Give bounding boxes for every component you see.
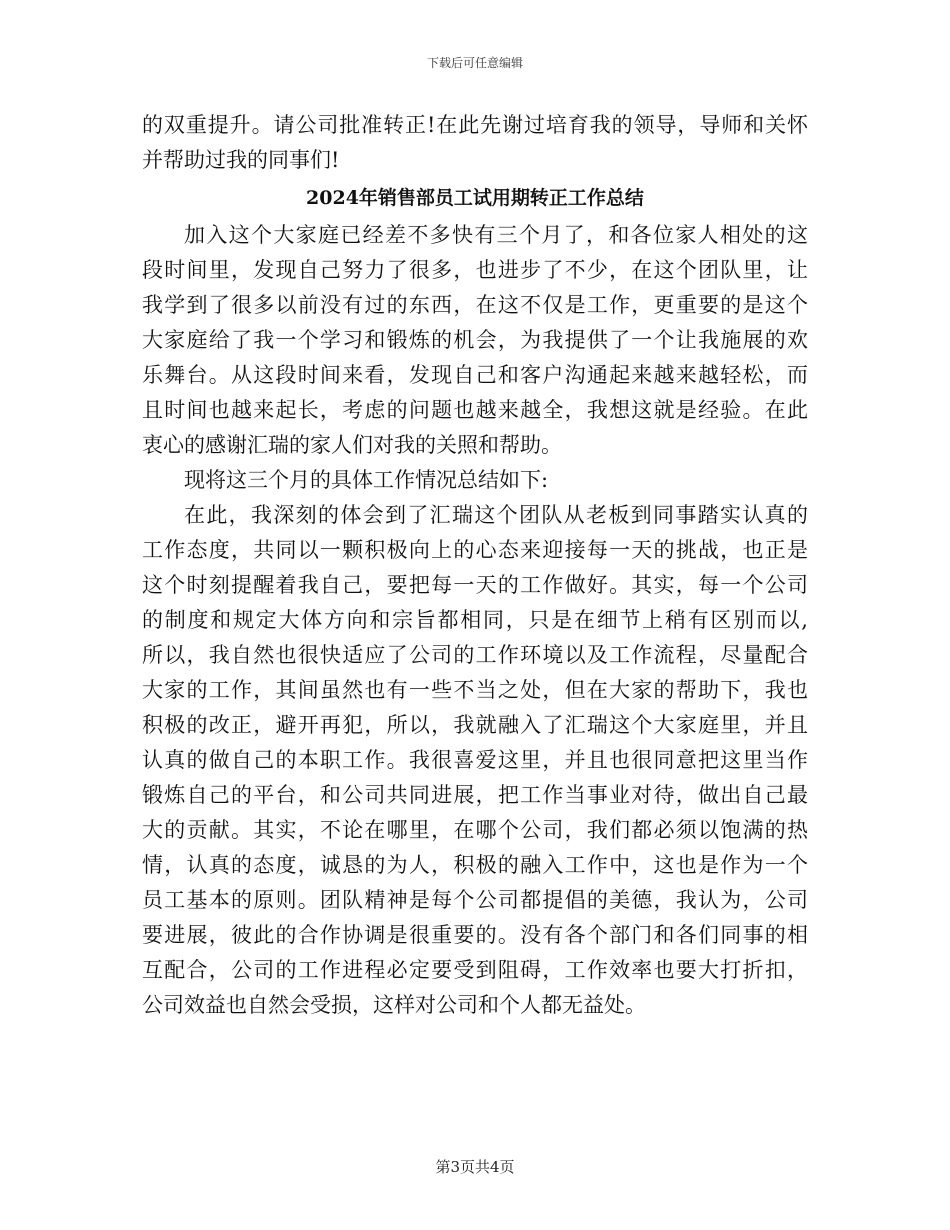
text-line: 且时间也越来起长，考虑的问题也越来越全，我想这就是经验。在此 <box>142 398 808 422</box>
text-line: 大家的工作，其间虽然也有一些不当之处，但在大家的帮助下，我也 <box>142 678 808 702</box>
text-line: 加入这个大家庭已经差不多快有三个月了，和各位家人相处的这 <box>184 223 808 247</box>
text-line: 所以，我自然也很快适应了公司的工作环境以及工作流程，尽量配合 <box>142 643 808 667</box>
text-line: 工作态度，共同以一颗积极向上的心态来迎接每一天的挑战，也正是 <box>142 538 808 562</box>
paragraph-1 <box>142 218 808 463</box>
text-line: 认真的做自己的本职工作。我很喜爱这里，并且也很同意把这里当作 <box>142 748 808 772</box>
intro-paragraph <box>142 108 808 178</box>
text-line: 公司效益也自然会受损，这样对公司和个人都无益处。 <box>142 993 646 1017</box>
text-line: 在此，我深刻的体会到了汇瑞这个团队从老板到同事踏实认真的 <box>184 503 808 527</box>
text-line: 乐舞台。从这段时间来看，发现自己和客户沟通起来越来越轻松，而 <box>142 363 808 387</box>
text-line: 段时间里，发现自己努力了很多，也进步了不少，在这个团队里，让 <box>142 258 808 282</box>
text-line: 的制度和规定大体方向和宗旨都相同，只是在细节上稍有区别而以, <box>142 608 808 632</box>
paragraph-2 <box>142 463 808 498</box>
text-line: 积极的改正，避开再犯，所以，我就融入了汇瑞这个大家庭里，并且 <box>142 713 808 737</box>
text-line: 现将这三个月的具体工作情况总结如下: <box>184 468 549 492</box>
document-title: 2024年销售部员工试用期转正工作总结 <box>306 187 644 209</box>
text-line: 要进展，彼此的合作协调是很重要的。没有各个部门和各们同事的相 <box>142 923 808 947</box>
text-line: 并帮助过我的同事们! <box>142 148 340 172</box>
text-line: 的双重提升。请公司批准转正!在此先谢过培育我的领导，导师和关怀 <box>142 113 808 137</box>
text-line: 员工基本的原则。团队精神是每个公司都提倡的美德，我认为，公司 <box>142 888 808 912</box>
text-line: 互配合，公司的工作进程必定要受到阻碍，工作效率也要大打折扣， <box>142 958 808 982</box>
text-line: 这个时刻提醒着我自己，要把每一天的工作做好。其实，每一个公司 <box>142 573 808 597</box>
text-line: 情，认真的态度，诚恳的为人，积极的融入工作中，这也是作为一个 <box>142 853 808 877</box>
page-number: 第3页共4页 <box>435 1158 515 1176</box>
text-line: 锻炼自己的平台，和公司共同进展，把工作当事业对待，做出自己最 <box>142 783 808 807</box>
document-body <box>142 108 808 1023</box>
text-line: 我学到了很多以前没有过的东西，在这不仅是工作，更重要的是这个 <box>142 293 808 317</box>
paragraph-3 <box>142 498 808 1023</box>
page-header: 下载后可任意编辑 <box>426 56 523 70</box>
text-line: 大家庭给了我一个学习和锻炼的机会，为我提供了一个让我施展的欢 <box>142 328 808 352</box>
text-line: 衷心的感谢汇瑞的家人们对我的关照和帮助。 <box>142 433 562 457</box>
text-line: 大的贡献。其实，不论在哪里，在哪个公司，我们都必须以饱满的热 <box>142 818 808 842</box>
